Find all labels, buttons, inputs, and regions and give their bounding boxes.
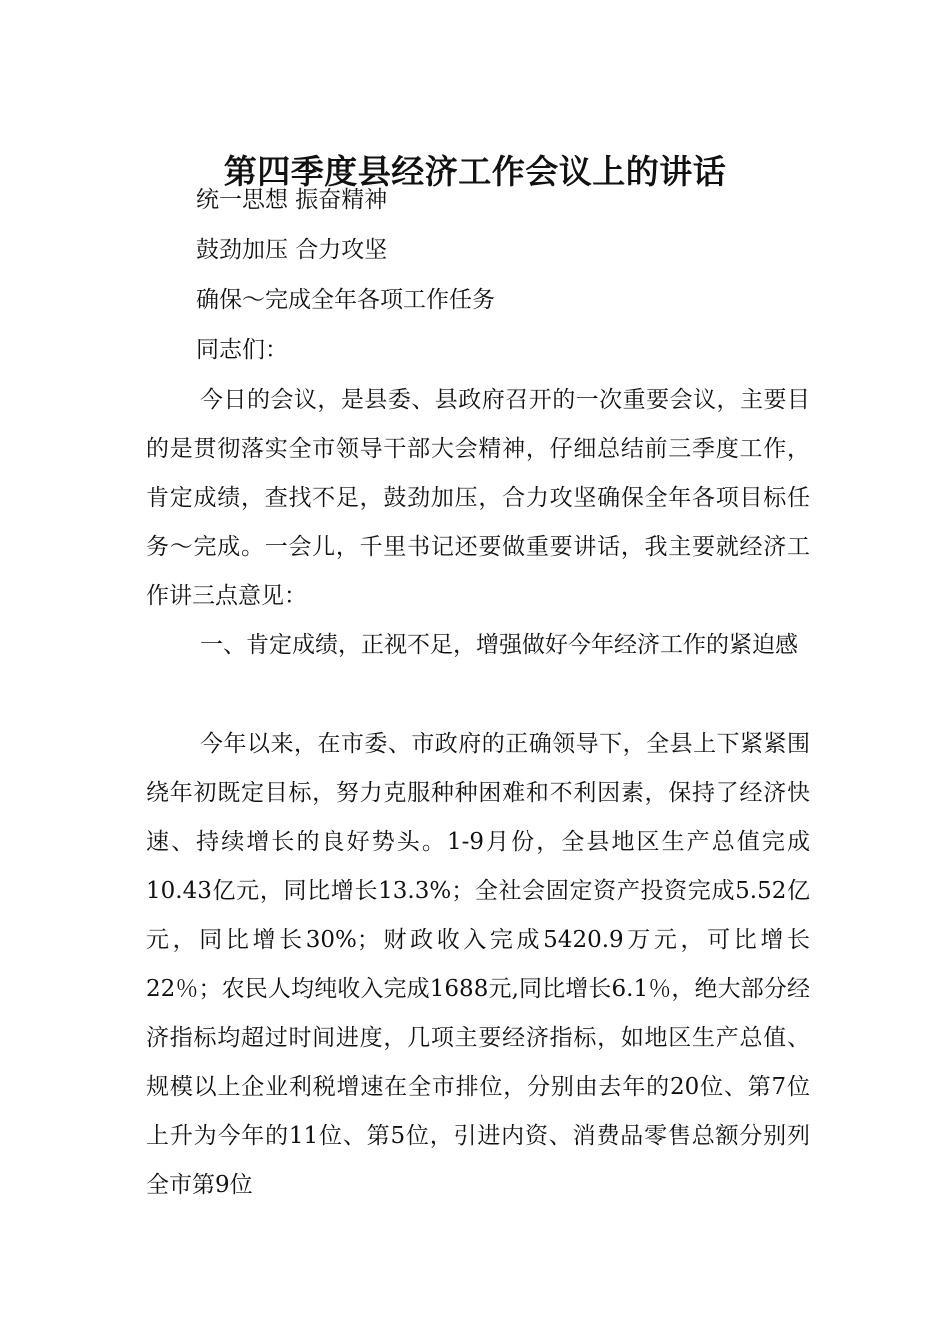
opening-paragraph: 今日的会议，是县委、县政府召开的一次重要会议，主要目的是贯彻落实全市领导干部大会精神，仔细总结前三季度工作，肯定成绩，查找不足，鼓劲加压，合力攻坚确保全年各项目标任务～完成。一会儿，千里书记还要做重要讲话，我主要就经济工作讲三点意见： <box>146 387 810 609</box>
achievements-paragraph: 今年以来，在市委、市政府的正确领导下，全县上下紧紧围绕年初既定目标，努力克服种种困难和不利因素，保持了经济快速、持续增长的良好势头。1-9月份，全县地区生产总值完成10.43亿元，同比增长13.3%；全社会固定资产投资完成5.52亿元，同比增长30%；财政收入完成5420.9万元，可比增长22％；农民人均纯收入完成1688元,同比增长6.1％，绝大部分经济指标均超过时间进度，几项主要经济指标，如地区生产总值、规模以上企业利税增速在全市排位，分别由去年的20位、第7位上升为今年的11位、第5位，引进内资、消费品零售总额分别列全市第9位 <box>146 731 810 1198</box>
subheading-encourage-effort: 鼓劲加压 合力攻坚 <box>196 237 388 263</box>
document-title: 第四季度县经济工作会议上的讲话 <box>223 152 727 192</box>
salutation: 同志们： <box>196 337 288 363</box>
subheading-complete-tasks: 确保～完成全年各项工作任务 <box>196 287 495 313</box>
subheading-unify-thought: 统一思想 振奋精神 <box>196 187 388 213</box>
section-heading-one: 一、肯定成绩，正视不足，增强做好今年经济工作的紧迫感 <box>200 632 798 658</box>
